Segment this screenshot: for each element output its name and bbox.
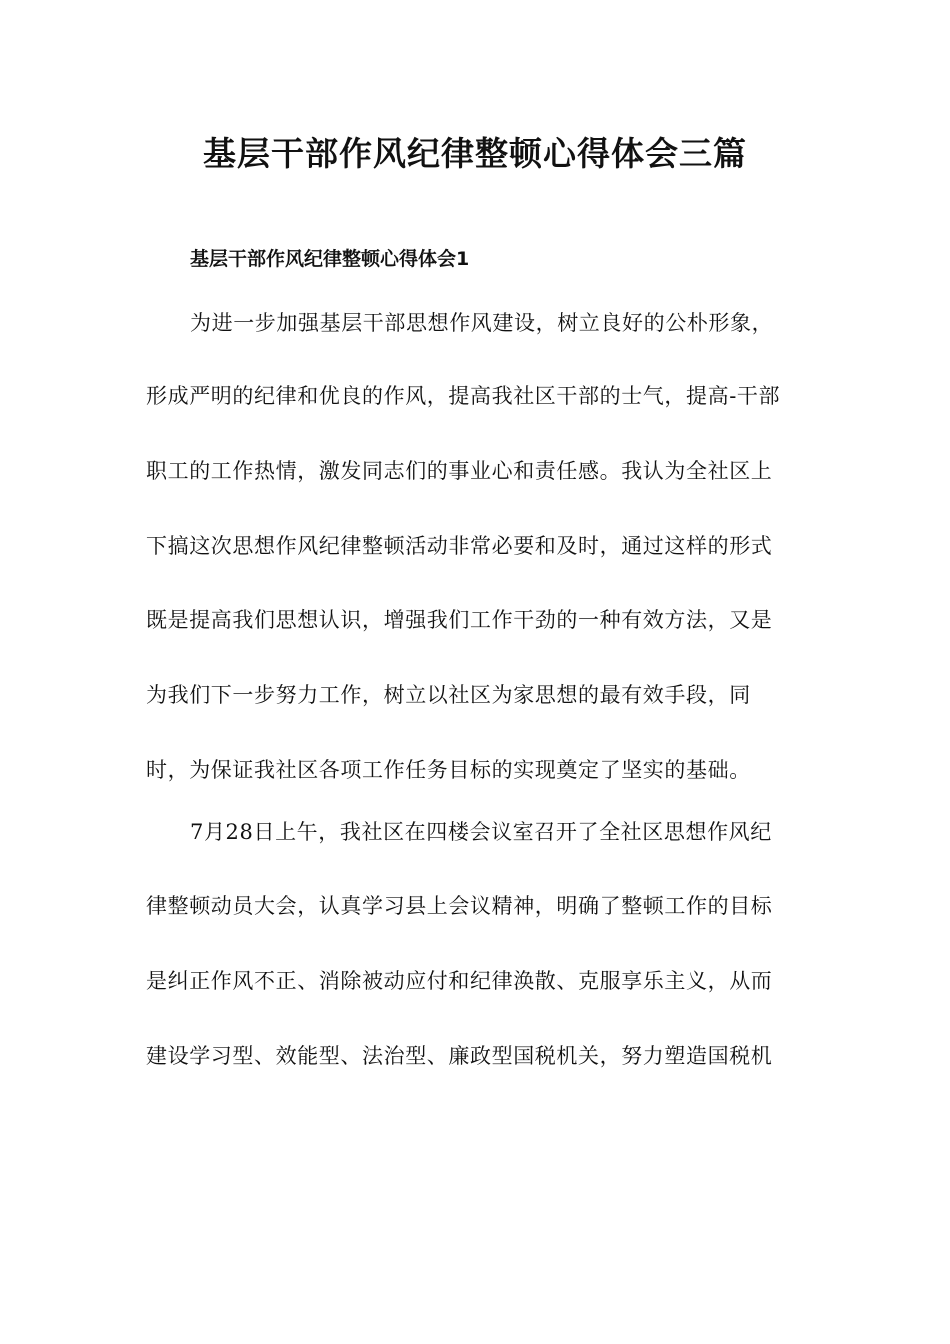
paragraph-line: 时，为保证我社区各项工作任务目标的实现奠定了坚实的基础。 — [146, 758, 751, 782]
paragraph-line: 形成严明的纪律和优良的作风，提高我社区干部的士气，提高-干部 — [146, 384, 781, 408]
paragraph-line: 7月28日上午，我社区在四楼会议室召开了全社区思想作风纪 — [190, 820, 772, 844]
paragraph-line: 建设学习型、效能型、法治型、廉政型国税机关，努力塑造国税机 — [146, 1044, 773, 1068]
paragraph-line: 既是提高我们思想认识，增强我们工作干劲的一种有效方法，又是 — [146, 608, 773, 632]
section-heading: 基层干部作风纪律整顿心得体会1 — [190, 248, 470, 270]
document-title: 基层干部作风纪律整顿心得体会三篇 — [203, 134, 747, 173]
paragraph-line: 为进一步加强基层干部思想作风建设，树立良好的公朴形象， — [190, 311, 774, 335]
paragraph-line: 律整顿动员大会，认真学习县上会议精神，明确了整顿工作的目标 — [146, 894, 773, 918]
paragraph-line: 下搞这次思想作风纪律整顿活动非常必要和及时，通过这样的形式 — [146, 534, 773, 558]
paragraph-line: 是纠正作风不正、消除被动应付和纪律涣散、克服享乐主义，从而 — [146, 969, 773, 993]
paragraph-line: 为我们下一步努力工作，树立以社区为家思想的最有效手段，同 — [146, 683, 751, 707]
paragraph-line: 职工的工作热情，激发同志们的事业心和责任感。我认为全社区上 — [146, 459, 773, 483]
